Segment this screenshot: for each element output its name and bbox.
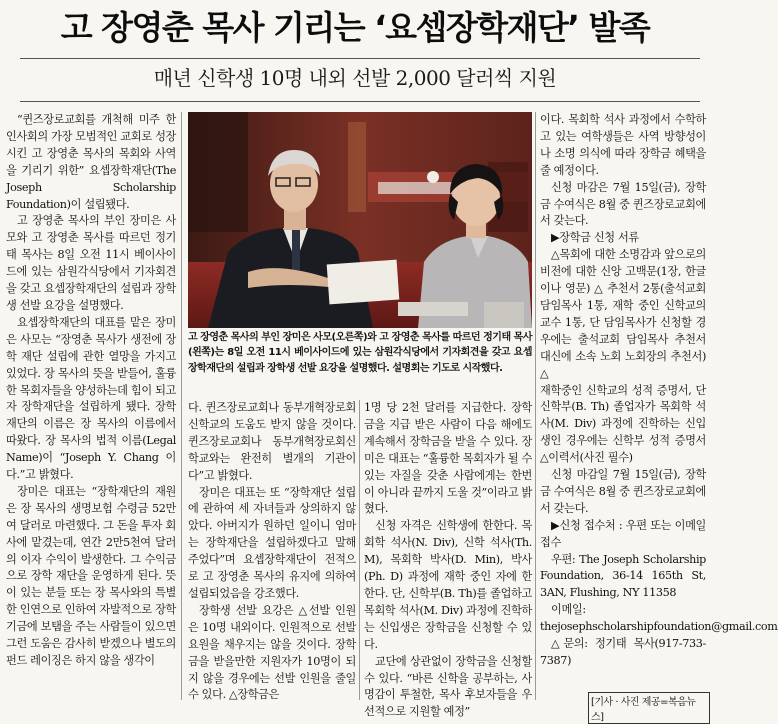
subhead-rule [20, 101, 700, 102]
paragraph: “퀸즈장로교회를 개척해 미주 한인사회의 가장 모범적인 교회로 성장시킨 고 장영춘 목사의 목회와 사역을 기리기 위한” 요셉장학재단(The Joseph Scholarship Foundation)이 설립됐다. [6, 113, 176, 211]
column-divider [359, 400, 360, 700]
paragraph: 고 장영춘 목사의 부인 장미은 사모와 고 장영춘 목사를 따르던 정기태 목사는 8일 오전 11시 베이사이드에 있는 삼원각식당에서 기자회견을 갖고 요셉장학재단의 설립과 장학생 선발 요강을 설명했다. [6, 214, 176, 312]
photo-caption: 고 장영춘 목사의 부인 장미은 사모(오른쪽)와 고 장영춘 목사를 따르던 정기태 목사(왼쪽)는 8일 오전 11시 베이사이드에 있는 삼원각식당에서 기자회견을 갖고 요셉장학재단의 설립과 장학생 선발 요강을 설명했다. 설명회는 기도로 시작했다. [188, 332, 532, 374]
paragraph: 교단에 상관없이 장학금을 신청할 수 있다. “바른 신학을 공부하는, 사명감이 투철한, 목사 후보자들을 우선적으로 지원할 예정” [364, 654, 532, 719]
article-column-4 [540, 112, 778, 670]
section-heading: ▶장학금 신청 서류 [551, 231, 639, 245]
paragraph: 요셉장학재단의 대표를 맡은 장미은 사모는 “장영춘 목사가 생전에 장학 재단 설립에 관한 열망을 가지고 있었다. 장 목사의 뜻을 받들어, 훌륭한 목회자들을 양성하는데 힘이 되고자 장학재단을 설립하게 됐다. 장학재단의 이름은 장 목사의 이름에서 따왔다. 장 목사의 법적 이름(Legal Name)이 “Joseph Y. Chang 이다.”고 밝혔다. [6, 315, 176, 482]
paragraph: △목회에 대한 소명감과 앞으로의 비전에 대한 신앙 고백문(1장, 한글이나 영문) △ 추천서 2통(출석교회 담임목사 1통, 재학 중인 신학교의 교수 1통, 단 담임목사가 신청할 경우에는 출석교회 담임목사 추천서 대신에 소속 노회 노회장의 추천서) △ [540, 248, 706, 380]
paragraph: 장미은 대표는 또 “장학재단 설립에 관하여 세 자녀들과 상의하지 않았다. 아버지가 원하던 일이니 엄마는 장학재단을 설립하겠다고 말해 주었다”며 요셉장학재단이 전적으로 고 장영춘 목사의 유지에 의하여 설립되었음을 강조했다. [188, 485, 356, 600]
paragraph: 장학생 선발 요강은 △선발 인원은 10명 내외이다. 인원적으로 선발 요원을 채우지는 않을 것이다. 장학금을 받을만한 지원자가 10명이 되지 않을 경우에는 선발 인원을 줄일 수 있다. △장학금은 [188, 603, 356, 702]
article-column-3 [364, 400, 532, 721]
paragraph: 재학중인 신학교의 성적 증명서, 단 신학부(B. Th) 졸업자가 목회학 석사(M. Div) 과정에 진학하는 신입생인 경우에는 신학부 성적 증명서 △이력서(사진 필수) [540, 383, 706, 465]
paragraph: 다. 퀸즈장로교회나 동부개혁장로회신학교의 도움도 받지 않을 것이다. 퀸즈장로교회나 동부개혁장로회신학교와는 완전히 별개의 기관이다”고 밝혔다. [188, 401, 356, 482]
column-divider [535, 112, 536, 700]
email-address: 이메일: thejosephscholarshipfoundation@gmail.com [540, 603, 778, 634]
headline: 고 장영춘 목사 기리는 ‘요셉장학재단’ 발족 [60, 8, 650, 47]
paragraph: 1명 당 2천 달러를 지급한다. 장학금을 지급 받은 사람이 다음 해에도 계속해서 장학금을 받을 수 있다. 장미은 대표는 “훌륭한 목회자가 될 수 있는 자질을 갖춘 사람에게는 한번이 아니라 끝까지 도울 것”이라고 밝혔다. [364, 401, 532, 516]
headline-rule [20, 58, 700, 59]
paragraph: 신청 자격은 신학생에 한한다. 목회학 석사(N. Div), 신학 석사(Th. M), 목회학 박사(D. Min), 박사(Ph. D) 과정에 재학 중인 자에 한한다. 단, 신학부(B. Th)를 졸업하고 목회학 석사(M. Div) 과정에 진학하는 신입생은 장학금을 신청할 수 있다. [364, 519, 533, 651]
contact-info: △문의: 정기태 목사(917-733-7387) [540, 637, 706, 667]
paragraph: 신청 마감은 7월 15일(금), 장학금 수여식은 8월 중 퀸즈장로교회에서 갖는다. [540, 180, 706, 228]
subheadline: 매년 신학생 10명 내외 선발 2,000 달러씩 지원 [153, 66, 557, 90]
paragraph: 신청 마감일 7월 15일(금), 장학금 수여식은 8월 중 퀸즈장로교회에서 갖는다. [540, 468, 706, 515]
article-column-1 [6, 112, 176, 670]
paragraph: 이다. 목회학 석사 과정에서 수학하고 있는 여학생들은 사역 방향성이나 소명 의식에 따라 장학금 혜택을 줄 예정이다. [540, 113, 706, 177]
column-divider [181, 112, 182, 700]
section-heading: ▶신청 접수처 : 우편 또는 이메일 접수 [540, 518, 706, 549]
paragraph: 장미은 대표는 “장학재단의 재원은 장 목사의 생명보험 수령금 52만여 달러로 마련했다. 그 돈을 투자 회사에 맡겼는데, 연간 2만5천여 달러의 이자 수익이 발생한다. 그 수익금으로 장학 재단을 운영하게 된다. 뜻이 있는 분들 또는 장 목사와의 특별한 인연으로 인하여 자발적으로 장학 기금에 보탬을 주는 사람들이 있으면 그런 도움은 감사히 받겠으나 별도의 펀드 레이징은 하지 않을 생각이 [6, 484, 176, 667]
article-photo [188, 112, 532, 328]
mailing-address: 우편: The Joseph Scholarship Foundation, 36-14 165th St, 3AN, Flushing, NY 11358 [540, 552, 706, 600]
article-column-2 [188, 400, 356, 704]
photo-credit: [기사 · 사진 제공=복음뉴스] [588, 692, 710, 724]
